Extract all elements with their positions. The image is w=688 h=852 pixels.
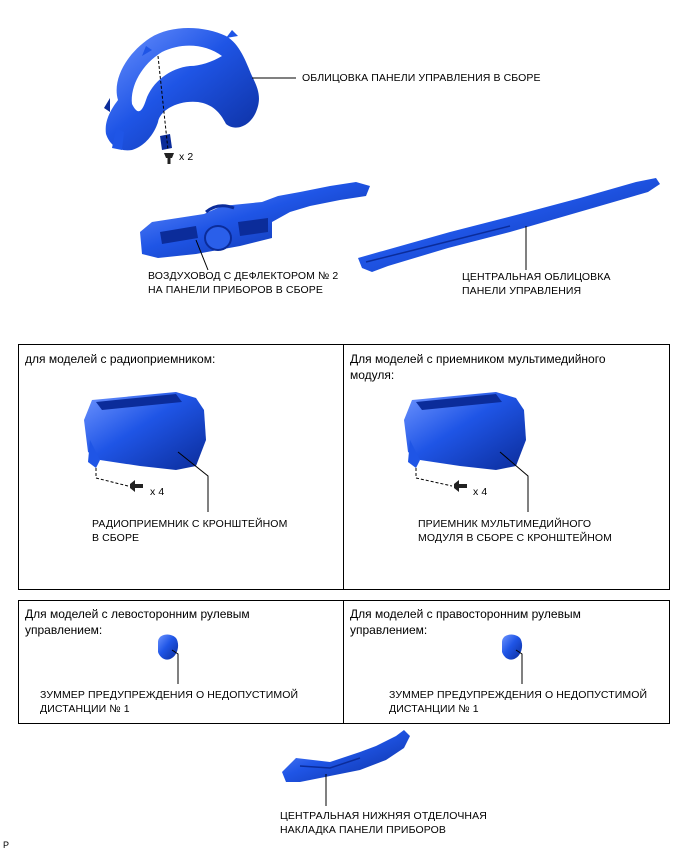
buzzer-left-header-line-2: управлением:	[25, 623, 103, 637]
multimedia-label-line-1: ПРИЕМНИК МУЛЬТИМЕДИЙНОГО	[418, 518, 592, 530]
radio-receiver-part	[84, 392, 206, 470]
radio-label-line-2: В СБОРЕ	[92, 532, 140, 544]
multimedia-screw-quantity: x 4	[473, 486, 488, 498]
radio-right-header-line-2: модуля:	[350, 368, 395, 382]
lower-center-finish-part	[282, 730, 410, 782]
buzzer-right-header-line-2: управлением:	[350, 623, 428, 637]
buzzer-right-label-line-1: ЗУММЕР ПРЕДУПРЕЖДЕНИЯ О НЕДОПУСТИМОЙ	[389, 689, 648, 701]
lower-finish-label-line-2: НАКЛАДКА ПАНЕЛИ ПРИБОРОВ	[280, 824, 446, 836]
center-finish-label-line-2: ПАНЕЛИ УПРАВЛЕНИЯ	[462, 285, 582, 297]
air-duct-register-part	[140, 182, 370, 258]
buzzer-lhd-part	[158, 635, 178, 660]
center-finish-label-line-1: ЦЕНТРАЛЬНАЯ ОБЛИЦОВКА	[462, 271, 611, 283]
buzzer-left-label-line-2: ДИСТАНЦИИ № 1	[40, 703, 130, 715]
radio-left-header: для моделей с радиоприемником:	[25, 352, 216, 366]
cluster-panel-label: ОБЛИЦОВКА ПАНЕЛИ УПРАВЛЕНИЯ В СБОРЕ	[302, 72, 541, 84]
radio-screw-guide-line	[96, 478, 128, 486]
air-duct-label-line-1: ВОЗДУХОВОД С ДЕФЛЕКТОРОМ № 2	[148, 270, 339, 282]
air-duct-label-line-2: НА ПАНЕЛИ ПРИБОРОВ В СБОРЕ	[148, 284, 323, 296]
cluster-screw-icon	[164, 153, 174, 164]
radio-right-header-line-1: Для моделей с приемником мультимедийного	[350, 352, 606, 366]
buzzer-left-label-line-1: ЗУММЕР ПРЕДУПРЕЖДЕНИЯ О НЕДОПУСТИМОЙ	[40, 689, 299, 701]
buzzer-left-header-line-1: Для моделей с левосторонним рулевым	[25, 607, 250, 621]
cluster-screw-quantity: x 2	[179, 151, 194, 163]
buzzer-right-header-line-1: Для моделей с правосторонним рулевым	[350, 607, 581, 621]
radio-screw-quantity: x 4	[150, 486, 165, 498]
center-cluster-finish-part	[358, 178, 660, 272]
corner-mark: P	[3, 840, 10, 850]
multimedia-screw-guide-line	[416, 478, 452, 486]
buzzer-rhd-part	[502, 635, 522, 660]
cluster-finish-panel-part	[104, 28, 259, 150]
multimedia-screw-icon	[454, 480, 467, 492]
buzzer-right-label-line-2: ДИСТАНЦИИ № 1	[389, 703, 479, 715]
multimedia-label-line-2: МОДУЛЯ В СБОРЕ С КРОНШТЕЙНОМ	[418, 532, 613, 544]
radio-screw-icon	[130, 480, 143, 492]
lower-finish-label-line-1: ЦЕНТРАЛЬНАЯ НИЖНЯЯ ОТДЕЛОЧНАЯ	[280, 810, 487, 822]
radio-label-line-1: РАДИОПРИЕМНИК С КРОНШТЕЙНОМ	[92, 518, 288, 530]
